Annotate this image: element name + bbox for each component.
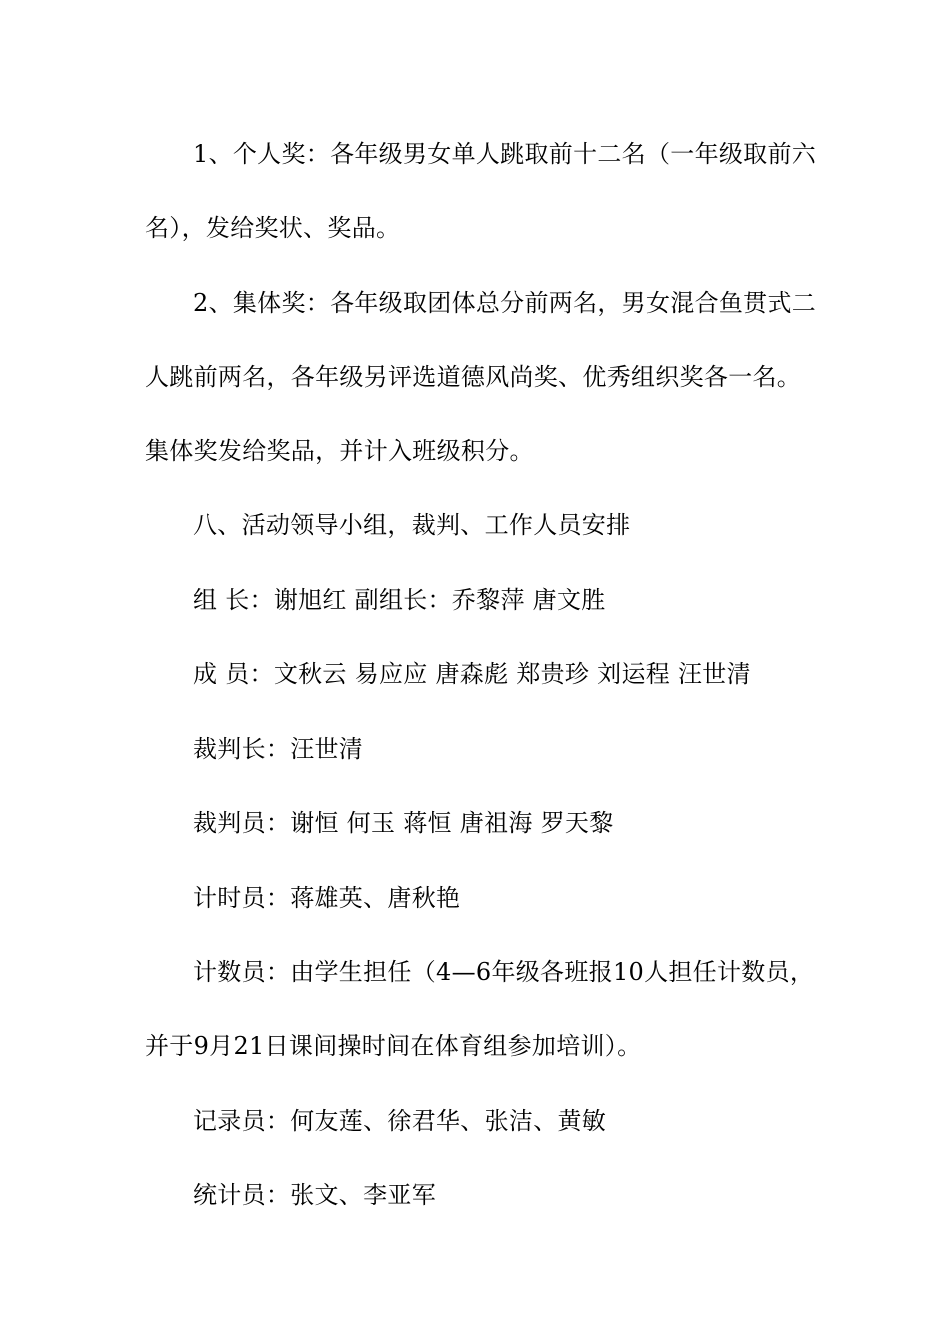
award-group-line-1: 2、集体奖：各年级取团体总分前两名，男女混合鱼贯式二: [193, 289, 817, 317]
section-heading: 八、活动领导小组，裁判、工作人员安排: [193, 511, 631, 539]
award-individual-line-1: 1、个人奖：各年级男女单人跳取前十二名（一年级取前六: [193, 140, 817, 168]
members-line: 成 员：文秋云 易应应 唐森彪 郑贵珍 刘运程 汪世清: [193, 660, 751, 688]
counters-line-2: 并于9月21日课间操时间在体育组参加培训）。: [145, 1032, 642, 1060]
timekeepers-line: 计时员：蒋雄英、唐秋艳: [193, 884, 461, 912]
award-group-line-2: 人跳前两名，各年级另评选道德风尚奖、优秀组织奖各一名。: [145, 363, 802, 391]
referees-line: 裁判员：谢恒 何玉 蒋恒 唐祖海 罗天黎: [193, 809, 614, 837]
chief-referee-line: 裁判长：汪世清: [193, 735, 364, 763]
recorders-line: 记录员：何友莲、徐君华、张洁、黄敏: [193, 1107, 607, 1135]
statisticians-line: 统计员：张文、李亚军: [193, 1181, 436, 1209]
award-individual-line-2: 名），发给奖状、奖品。: [145, 214, 401, 242]
award-group-line-3: 集体奖发给奖品，并计入班级积分。: [145, 437, 534, 465]
leader-line: 组 长：谢旭红 副组长：乔黎萍 唐文胜: [193, 586, 606, 614]
counters-line-1: 计数员：由学生担任（4—6年级各班报10人担任计数员，: [193, 958, 815, 986]
